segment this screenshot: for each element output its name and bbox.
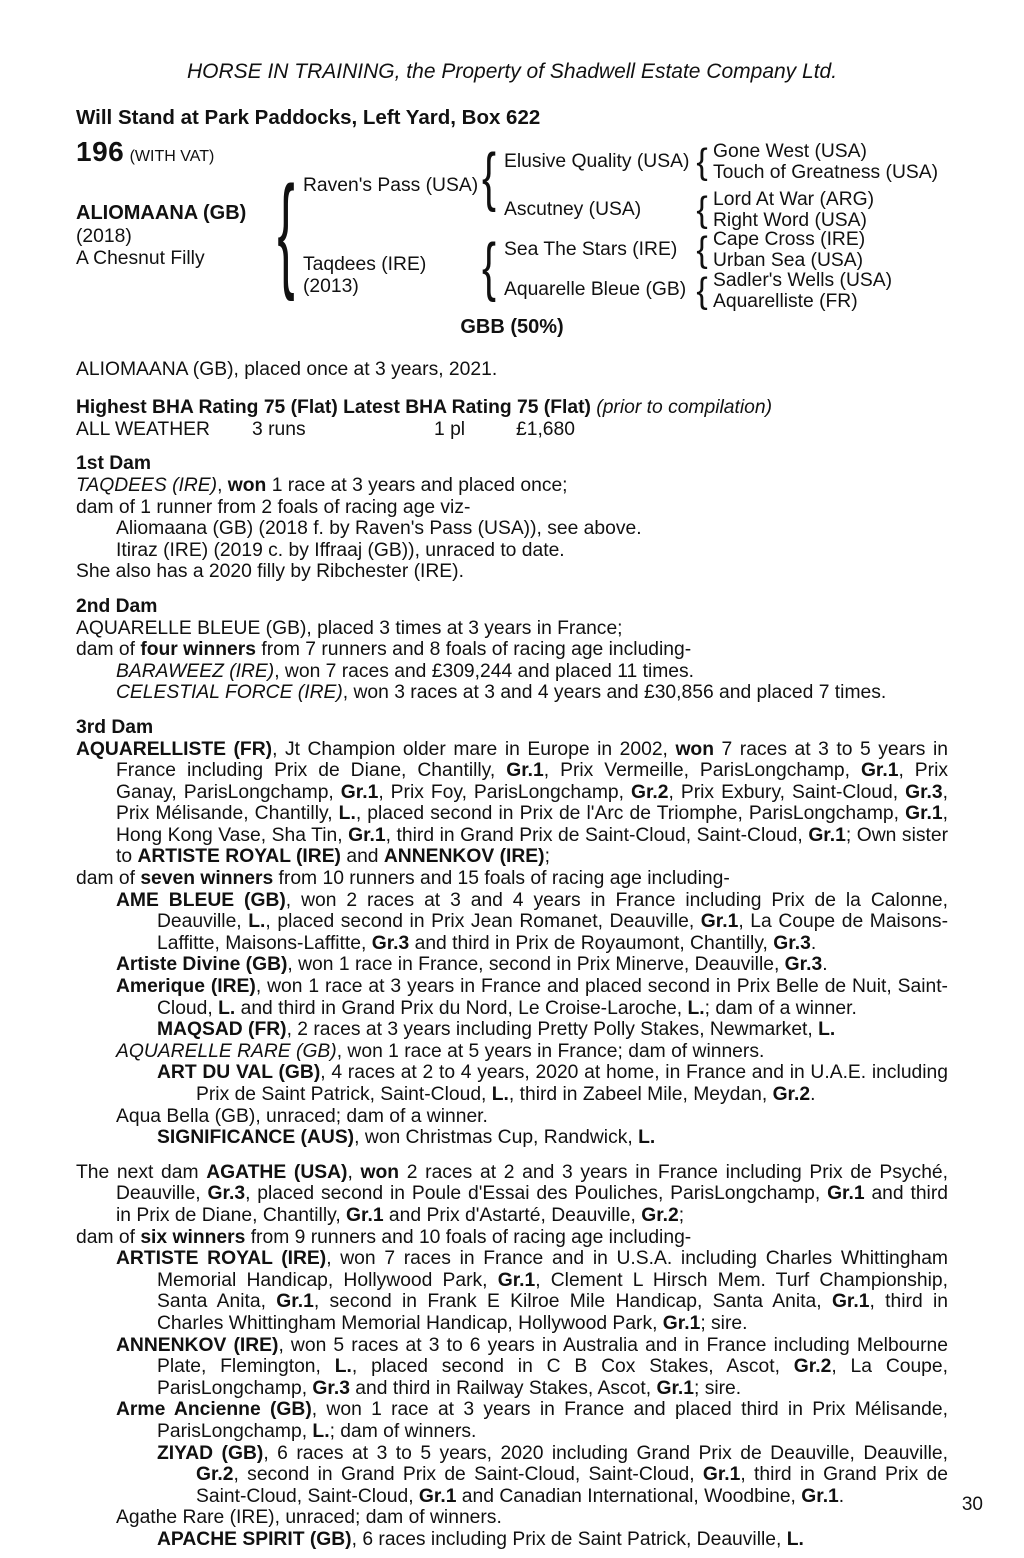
text-segment: won xyxy=(675,738,714,760)
text-segment: , won Christmas Cup, Randwick, xyxy=(354,1127,639,1149)
text-segment: , won 7 races in France and in U.S.A. including Charles Whittingham Memorial Handicap, Hollywood Park, xyxy=(157,1248,948,1291)
text-segment: Gr.1 xyxy=(656,1377,694,1399)
text-segment: , third in Charles Whittingham Memorial Handicap, Hollywood Park, xyxy=(157,1291,949,1334)
text-segment: Gr.1 xyxy=(808,824,846,846)
brace-glyph: { xyxy=(696,142,708,182)
text-segment: Gr.1 xyxy=(348,824,386,846)
brace-glyph: { xyxy=(277,161,295,305)
catalog-paragraph xyxy=(76,1041,948,1063)
horse-foaling-year: (2018) xyxy=(76,226,132,247)
text-segment: , won 1 race at 5 years in France; dam of winners. xyxy=(336,1040,765,1062)
text-segment: Gr.1 xyxy=(905,803,943,825)
text-segment: and third in Prix de Royaumont, Chantilly, xyxy=(409,932,774,954)
text-segment: , placed second in Prix Jean Romanet, Deauville, xyxy=(265,911,701,933)
text-segment: from 9 runners and 10 foals of racing age including- xyxy=(245,1226,692,1248)
catalog-paragraph xyxy=(76,868,948,890)
pedigree-brace xyxy=(695,273,709,309)
text-segment: and third in Prix de Diane, Chantilly, xyxy=(116,1183,948,1226)
text-segment: and third in Grand Prix du Nord, Le Croise-Laroche, xyxy=(235,997,688,1019)
catalog-paragraph xyxy=(76,1529,948,1551)
text-segment: ARTISTE ROYAL (IRE) xyxy=(137,846,341,868)
catalog-paragraph xyxy=(76,1127,948,1149)
text-segment: ANNENKOV (IRE) xyxy=(116,1334,279,1356)
text-segment: seven winners xyxy=(140,868,274,890)
brace-glyph: { xyxy=(696,190,708,230)
text-segment: , Prix Ganay, ParisLongchamp, xyxy=(116,760,949,803)
text-segment: , won 1 race in France, second in Prix Minerve, Deauville, xyxy=(287,954,785,976)
catalog-paragraph xyxy=(76,1227,948,1249)
text-segment: Gr.1 xyxy=(340,781,379,803)
text-segment: , won 7 races and £309,244 and placed 11 times. xyxy=(274,660,695,682)
text-segment: L. xyxy=(338,803,356,825)
dam-section xyxy=(76,596,948,704)
text-segment: L. xyxy=(818,1019,836,1041)
text-segment: ; sire. xyxy=(694,1377,742,1399)
dam-heading: 3rd Dam xyxy=(76,716,154,738)
pedigree-ancestor: Touch of Greatness (USA) xyxy=(713,162,939,183)
rating-headline-bold: Highest BHA Rating 75 (Flat) Latest BHA Rating 75 (Flat) xyxy=(76,397,591,419)
catalog-paragraph xyxy=(76,1248,948,1334)
text-segment: Gr.1 xyxy=(418,1485,457,1507)
text-segment: , won 1 race at 3 years in France and placed second in Prix Belle de Nuit, Saint-Cloud, xyxy=(157,976,948,1019)
catalog-paragraph xyxy=(76,518,948,540)
text-segment: ; Own sister to xyxy=(116,824,948,868)
text-segment: L. xyxy=(786,1528,804,1550)
gbb-bonus-line: GBB (50%) xyxy=(460,316,564,338)
rating-surface: ALL WEATHER xyxy=(76,418,210,440)
text-segment: L. xyxy=(687,997,705,1019)
text-segment: ARTISTE ROYAL (IRE) xyxy=(116,1248,327,1270)
text-segment: L. xyxy=(312,1420,330,1442)
text-segment: , xyxy=(347,1161,361,1183)
brace-glyph: { xyxy=(696,271,708,311)
text-segment: Gr.1 xyxy=(662,1312,701,1334)
text-segment: L. xyxy=(248,911,266,933)
text-segment: Gr.3 xyxy=(905,781,943,803)
text-segment: won xyxy=(227,474,267,496)
text-segment: Gr.2 xyxy=(772,1084,811,1105)
dam-section xyxy=(76,717,948,1149)
text-segment: , won 3 races at 3 and 4 years and £30,856 and placed 7 times. xyxy=(342,682,887,704)
pedigree-brace xyxy=(695,232,709,268)
text-segment: Gr.1 xyxy=(801,1485,839,1507)
text-segment: , third in Grand Prix de Saint-Cloud, Saint-Cloud, xyxy=(196,1464,948,1507)
catalog-paragraph xyxy=(76,739,948,869)
text-segment: Gr.1 xyxy=(860,760,899,782)
rating-headline-note: (prior to compilation) xyxy=(596,397,773,419)
text-segment: AME BLEUE (GB) xyxy=(116,889,286,911)
text-segment: AQUARELLE RARE (GB) xyxy=(116,1040,337,1062)
pedigree-dam: Taqdees (IRE) xyxy=(303,254,427,275)
pedigree-ancestor: Cape Cross (IRE) xyxy=(713,229,866,250)
text-segment: ART DU VAL (GB) xyxy=(157,1062,321,1084)
text-segment: dam of xyxy=(76,868,141,890)
catalog-paragraph xyxy=(76,1335,948,1400)
text-segment: , Clement L Hirsch Mem. Turf Championship, Santa Anita, xyxy=(157,1269,949,1313)
text-segment: 1 race at 3 years and placed once; xyxy=(266,474,568,496)
text-segment: ; dam of winners. xyxy=(329,1420,477,1442)
dam-heading: 2nd Dam xyxy=(76,595,158,617)
text-segment: 7 races at 3 to 5 years in France including Prix de Diane, Chantilly, xyxy=(116,738,948,782)
pedigree-ancestor: Lord At War (ARG) xyxy=(713,189,875,210)
dam-heading: 1st Dam xyxy=(76,453,152,475)
page-number: 30 xyxy=(961,1494,983,1515)
pedigree-brace xyxy=(481,229,497,303)
catalog-paragraph xyxy=(76,1399,948,1442)
text-segment: AGATHE (USA) xyxy=(206,1161,348,1183)
text-segment: , La Coupe, ParisLongchamp, xyxy=(157,1356,948,1399)
text-segment: from 7 runners and 8 foals of racing age including- xyxy=(256,639,692,661)
text-segment: , Prix Exbury, Saint-Cloud, xyxy=(668,781,906,803)
text-segment: , 6 races including Prix de Saint Patrick, Deauville, xyxy=(351,1528,787,1550)
catalog-paragraph xyxy=(76,540,948,562)
text-segment: Gr.1 xyxy=(346,1204,384,1226)
text-segment: Arme Ancienne (GB) xyxy=(116,1399,312,1421)
pedigree-ancestor: Urban Sea (USA) xyxy=(713,250,864,271)
text-segment: . xyxy=(810,932,817,954)
text-segment: L. xyxy=(638,1127,656,1149)
rating-places: 1 pl xyxy=(434,418,466,440)
text-segment: , 4 races at 2 to 4 years, 2020 at home, in France and in U.A.E. including Prix de Saint Patrick, Saint-Cloud, xyxy=(196,1062,949,1105)
text-segment: , placed second in Prix de l'Arc de Triomphe, ParisLongchamp, xyxy=(355,803,906,825)
brace-glyph: { xyxy=(481,139,497,213)
catalog-paragraph xyxy=(76,618,948,640)
text-segment: Gr.2 xyxy=(196,1464,234,1486)
horse-description: A Chesnut Filly xyxy=(76,248,205,269)
pedigree-granddam: Aquarelle Bleue (GB) xyxy=(504,279,687,300)
text-segment: and Canadian International, Woodbine, xyxy=(456,1485,802,1507)
pedigree-granddam: Ascutney (USA) xyxy=(504,199,642,220)
text-segment: , Prix Foy, ParisLongchamp, xyxy=(378,781,631,803)
lot-vat-note: (WITH VAT) xyxy=(129,148,215,165)
catalog-paragraph xyxy=(76,497,948,519)
text-segment: , won 1 race at 3 years in France and placed third in Prix Mélisande, ParisLongchamp, xyxy=(157,1399,948,1442)
text-segment: Gr.3 xyxy=(784,954,823,976)
dam-sections xyxy=(76,453,948,1550)
brace-glyph: { xyxy=(481,229,497,303)
catalog-paragraph xyxy=(76,1106,948,1128)
text-segment: ; xyxy=(544,846,550,868)
text-segment: . xyxy=(822,954,828,976)
text-segment: , Hong Kong Vase, Sha Tin, xyxy=(116,803,948,846)
pedigree-ancestor: Right Word (USA) xyxy=(713,210,867,231)
text-segment: , 6 races at 3 to 5 years, 2020 including Grand Prix de Deauville, Deauville, xyxy=(263,1442,948,1464)
text-segment: Aqua Bella (GB), unraced; dam of a winner. xyxy=(116,1105,488,1127)
text-segment: dam of xyxy=(76,639,141,661)
text-segment: , second in Frank E Kilroe Mile Handicap, Santa Anita, xyxy=(313,1291,832,1313)
text-segment: , third in Grand Prix de Saint-Cloud, Saint-Cloud, xyxy=(385,824,809,846)
text-segment: , Jt Champion older mare in Europe in 2002, xyxy=(272,738,676,760)
text-segment: dam of xyxy=(76,1226,141,1248)
pedigree-table xyxy=(76,137,948,317)
text-segment: ZIYAD (GB) xyxy=(157,1442,264,1464)
text-segment: and third in Railway Stakes, Ascot, xyxy=(349,1377,657,1399)
rating-earnings: £1,680 xyxy=(516,418,575,440)
text-segment: Gr.3 xyxy=(371,932,410,954)
pedigree-brace xyxy=(481,139,497,213)
dam-section xyxy=(76,1162,948,1551)
catalog-paragraph xyxy=(76,682,948,704)
text-segment: four winners xyxy=(140,639,257,661)
text-segment: Gr.3 xyxy=(312,1377,350,1399)
catalog-paragraph xyxy=(76,954,948,976)
text-segment: L. xyxy=(491,1084,509,1105)
text-segment: Gr.1 xyxy=(831,1291,870,1313)
text-segment: Gr.1 xyxy=(702,1464,741,1486)
catalog-paragraph xyxy=(76,1019,948,1041)
page-title: HORSE IN TRAINING, the Property of Shadwell Estate Company Ltd. xyxy=(186,60,838,83)
lot-number: 196 xyxy=(76,136,125,167)
text-segment: . xyxy=(838,1485,845,1507)
text-segment: , Prix Mélisande, Chantilly, xyxy=(116,781,948,825)
text-segment: from 10 runners and 15 foals of racing age including- xyxy=(273,868,730,890)
text-segment: AQUARELLE BLEUE (GB), placed 3 times at 3 years in France; xyxy=(76,617,623,639)
text-segment: L. xyxy=(334,1356,352,1378)
text-segment: Gr.2 xyxy=(793,1356,832,1378)
text-segment: and Prix d'Astarté, Deauville, xyxy=(383,1204,642,1226)
pedigree-brace xyxy=(276,161,296,305)
text-segment: Gr.2 xyxy=(641,1204,679,1226)
text-segment: Gr.1 xyxy=(700,911,739,933)
text-segment: , second in Grand Prix de Saint-Cloud, Saint-Cloud, xyxy=(233,1464,703,1486)
text-segment: won xyxy=(360,1161,400,1183)
pedigree-brace xyxy=(695,144,709,180)
rating-block xyxy=(76,397,948,440)
race-record-line: ALIOMAANA (GB), placed once at 3 years, 2021. xyxy=(76,358,498,380)
text-segment: MAQSAD (FR) xyxy=(157,1019,287,1041)
text-segment: Gr.3 xyxy=(773,932,811,954)
catalog-paragraph xyxy=(76,1062,948,1105)
catalog-paragraph xyxy=(76,639,948,661)
text-segment: Gr.1 xyxy=(827,1183,865,1205)
catalog-paragraph xyxy=(76,1443,948,1508)
text-segment: , La Coupe de Maisons-Laffitte, Maisons-Laffitte, xyxy=(157,911,948,954)
catalog-paragraph xyxy=(76,561,948,583)
pedigree-sire: Raven's Pass (USA) xyxy=(303,175,479,196)
pedigree-ancestor: Aquarelliste (FR) xyxy=(713,291,858,312)
lot-line xyxy=(76,136,215,168)
text-segment: Itiraz (IRE) (2019 c. by Iffraaj (GB)), unraced to date. xyxy=(116,539,565,561)
text-segment: Aliomaana (GB) (2018 f. by Raven's Pass (USA)), see above. xyxy=(116,518,642,540)
catalog-paragraph xyxy=(76,890,948,955)
text-segment: 2 races at 2 and 3 years in France including Prix de Psyché, Deauville, xyxy=(116,1161,949,1205)
text-segment: , third in Zabeel Mile, Meydan, xyxy=(508,1084,773,1105)
text-segment: Gr.1 xyxy=(497,1269,536,1291)
text-segment: , Prix Vermeille, ParisLongchamp, xyxy=(543,760,861,782)
text-segment: , won 2 races at 3 and 4 years in France including Prix de la Calonne, Deauville, xyxy=(157,889,948,933)
text-segment: , placed second in C B Cox Stakes, Ascot, xyxy=(351,1356,794,1378)
stand-location-line: Will Stand at Park Paddocks, Left Yard, Box 622 xyxy=(76,106,541,129)
text-segment: and xyxy=(340,846,384,868)
text-segment: . xyxy=(810,1084,816,1105)
text-segment: CELESTIAL FORCE (IRE) xyxy=(116,682,343,704)
text-segment: six winners xyxy=(140,1226,246,1248)
text-segment: Agathe Rare (IRE), unraced; dam of winners. xyxy=(116,1507,502,1529)
text-segment: ; sire. xyxy=(700,1312,748,1334)
text-segment: BARAWEEZ (IRE) xyxy=(116,660,275,682)
text-segment: ANNENKOV (IRE) xyxy=(383,846,545,868)
text-segment: She also has a 2020 filly by Ribchester (IRE). xyxy=(76,561,464,583)
pedigree-grandsire: Elusive Quality (USA) xyxy=(504,151,690,172)
text-segment: Gr.1 xyxy=(276,1291,314,1313)
text-segment: SIGNIFICANCE (AUS) xyxy=(157,1127,355,1149)
text-segment: Amerique (IRE) xyxy=(116,976,256,998)
pedigree-grandsire: Sea The Stars (IRE) xyxy=(504,239,678,260)
rating-runs: 3 runs xyxy=(252,418,306,440)
dam-section xyxy=(76,453,948,583)
text-segment: Gr.1 xyxy=(506,760,544,782)
pedigree-dam-year: (2013) xyxy=(303,276,359,297)
pedigree-ancestor: Gone West (USA) xyxy=(713,141,867,162)
text-segment: ; dam of a winner. xyxy=(704,997,857,1019)
rating-row xyxy=(76,419,948,441)
text-segment: AQUARELLISTE (FR) xyxy=(76,738,273,760)
text-segment: APACHE SPIRIT (GB) xyxy=(157,1528,352,1550)
text-segment: L. xyxy=(218,997,236,1019)
catalog-paragraph xyxy=(76,1507,948,1529)
text-segment: Artiste Divine (GB) xyxy=(116,954,288,976)
text-segment: , xyxy=(217,474,228,496)
text-segment: ; xyxy=(678,1204,685,1226)
catalog-paragraph xyxy=(76,661,948,683)
catalog-paragraph xyxy=(76,475,948,497)
brace-glyph: { xyxy=(696,230,708,270)
pedigree-brace xyxy=(695,192,709,228)
catalog-paragraph xyxy=(76,976,948,1019)
text-segment: TAQDEES (IRE) xyxy=(76,474,218,496)
text-segment: , 2 races at 3 years including Pretty Polly Stakes, Newmarket, xyxy=(286,1019,819,1041)
text-segment: Gr.3 xyxy=(207,1183,246,1205)
rating-headline xyxy=(76,397,948,419)
text-segment: , won 5 races at 3 to 6 years in Australia and in France including Melbourne Plate, Flemington, xyxy=(157,1334,948,1378)
text-segment: Gr.2 xyxy=(630,781,669,803)
pedigree-ancestor: Sadler's Wells (USA) xyxy=(713,270,893,291)
text-segment: dam of 1 runner from 2 foals of racing age viz- xyxy=(76,496,471,518)
text-segment: , placed second in Poule d'Essai des Pouliches, ParisLongchamp, xyxy=(245,1183,828,1205)
horse-name: ALIOMAANA (GB) xyxy=(76,202,247,224)
catalog-paragraph xyxy=(76,1162,948,1227)
text-segment: The next dam xyxy=(76,1161,207,1183)
